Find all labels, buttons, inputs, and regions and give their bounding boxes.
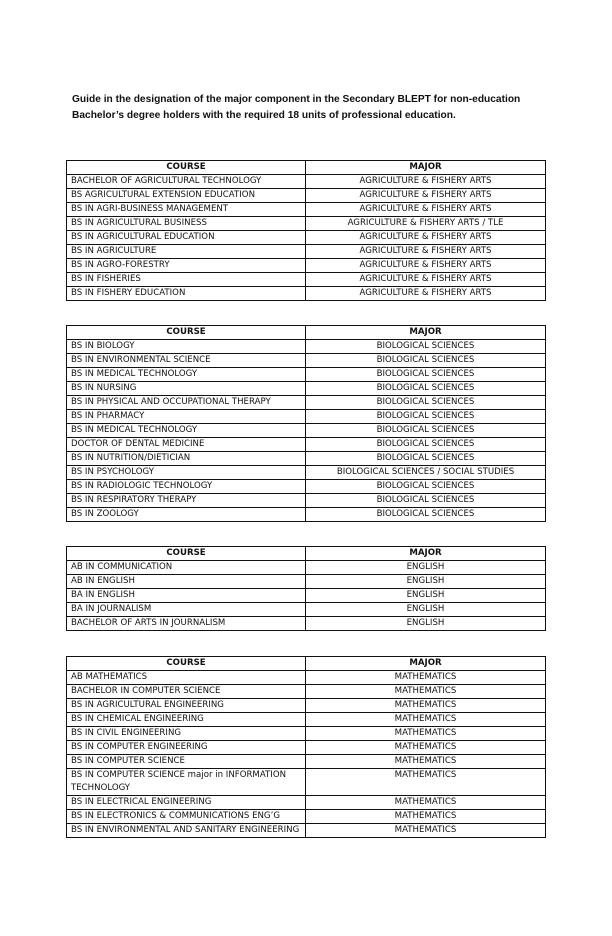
course-cell: DOCTOR OF DENTAL MEDICINE (67, 438, 306, 452)
course-cell: BS IN COMPUTER SCIENCE (67, 755, 306, 769)
table-row (67, 575, 546, 589)
course-cell: BS IN COMPUTER SCIENCE major in INFORMATION TECHNOLOGY (67, 769, 306, 796)
course-cell: BS IN BIOLOGY (67, 340, 306, 354)
table-row (67, 231, 546, 245)
table-row (67, 769, 546, 796)
course-cell: BS IN AGRICULTURE (67, 245, 306, 259)
major-cell: MATHEMATICS (306, 810, 546, 824)
course-cell: BS IN ELECTRICAL ENGINEERING (67, 796, 306, 810)
major-cell: BIOLOGICAL SCIENCES / SOCIAL STUDIES (306, 466, 546, 480)
table-row (67, 245, 546, 259)
major-cell: BIOLOGICAL SCIENCES (306, 382, 546, 396)
course-cell: BS IN CIVIL ENGINEERING (67, 727, 306, 741)
course-cell: BS IN AGRICULTURAL BUSINESS (67, 217, 306, 231)
table-row (67, 424, 546, 438)
table-row (67, 561, 546, 575)
course-cell: BS IN PHARMACY (67, 410, 306, 424)
course-header: COURSE (67, 547, 306, 561)
table-row (67, 494, 546, 508)
course-cell: AB IN ENGLISH (67, 575, 306, 589)
table-row (67, 273, 546, 287)
table-row (67, 466, 546, 480)
major-cell: BIOLOGICAL SCIENCES (306, 410, 546, 424)
table-row (67, 755, 546, 769)
major-header: MAJOR (306, 657, 546, 671)
major-cell: BIOLOGICAL SCIENCES (306, 438, 546, 452)
major-cell: BIOLOGICAL SCIENCES (306, 452, 546, 466)
course-cell: BS IN FISHERIES (67, 273, 306, 287)
course-cell: BACHELOR OF AGRICULTURAL TECHNOLOGY (67, 175, 306, 189)
major-cell: ENGLISH (306, 575, 546, 589)
table-agriculture (66, 160, 546, 301)
table-mathematics (66, 656, 546, 838)
table-row (67, 175, 546, 189)
course-cell: BS IN PSYCHOLOGY (67, 466, 306, 480)
major-cell: AGRICULTURE & FISHERY ARTS (306, 175, 546, 189)
course-cell: BS IN MEDICAL TECHNOLOGY (67, 368, 306, 382)
course-cell: BS IN AGRICULTURAL EDUCATION (67, 231, 306, 245)
major-cell: MATHEMATICS (306, 685, 546, 699)
major-cell: MATHEMATICS (306, 713, 546, 727)
course-cell: BACHELOR IN COMPUTER SCIENCE (67, 685, 306, 699)
course-cell: BS IN AGRICULTURAL ENGINEERING (67, 699, 306, 713)
major-cell: BIOLOGICAL SCIENCES (306, 494, 546, 508)
table-row (67, 699, 546, 713)
table-header-row (67, 547, 546, 561)
table-row (67, 452, 546, 466)
major-cell: AGRICULTURE & FISHERY ARTS (306, 259, 546, 273)
table-row (67, 354, 546, 368)
table-row (67, 340, 546, 354)
major-cell: BIOLOGICAL SCIENCES (306, 480, 546, 494)
table-row (67, 438, 546, 452)
title-line-2: Bachelor’s degree holders with the required 18 units of professional education. (72, 110, 456, 121)
table-row (67, 396, 546, 410)
table-biological-sciences (66, 325, 546, 522)
table-row (67, 589, 546, 603)
table-header-row (67, 326, 546, 340)
major-cell: ENGLISH (306, 561, 546, 575)
course-cell: BS IN ZOOLOGY (67, 508, 306, 522)
major-cell: MATHEMATICS (306, 671, 546, 685)
table-row (67, 480, 546, 494)
major-cell: AGRICULTURE & FISHERY ARTS (306, 273, 546, 287)
course-cell: BS IN MEDICAL TECHNOLOGY (67, 424, 306, 438)
course-cell: BS IN ELECTRONICS & COMMUNICATIONS ENG’G (67, 810, 306, 824)
table-row (67, 382, 546, 396)
course-header: COURSE (67, 657, 306, 671)
course-cell: BS IN NUTRITION/DIETICIAN (67, 452, 306, 466)
table-row (67, 741, 546, 755)
course-cell: AB MATHEMATICS (67, 671, 306, 685)
course-cell: BACHELOR OF ARTS IN JOURNALISM (67, 617, 306, 631)
course-cell: BS IN RADIOLOGIC TECHNOLOGY (67, 480, 306, 494)
table-row (67, 671, 546, 685)
table-row (67, 410, 546, 424)
course-cell: BS IN ENVIRONMENTAL SCIENCE (67, 354, 306, 368)
major-cell: MATHEMATICS (306, 699, 546, 713)
table-row (67, 287, 546, 301)
table-row (67, 713, 546, 727)
course-cell: BS IN CHEMICAL ENGINEERING (67, 713, 306, 727)
major-cell: ENGLISH (306, 603, 546, 617)
course-cell: BS IN AGRO-FORESTRY (67, 259, 306, 273)
major-cell: BIOLOGICAL SCIENCES (306, 340, 546, 354)
major-cell: BIOLOGICAL SCIENCES (306, 368, 546, 382)
table-row (67, 810, 546, 824)
document-title (72, 92, 542, 124)
table-row (67, 217, 546, 231)
course-header: COURSE (67, 326, 306, 340)
table-row (67, 368, 546, 382)
course-cell: BS IN AGRI-BUSINESS MANAGEMENT (67, 203, 306, 217)
course-cell: BS IN PHYSICAL AND OCCUPATIONAL THERAPY (67, 396, 306, 410)
course-cell: BS IN COMPUTER ENGINEERING (67, 741, 306, 755)
major-cell: MATHEMATICS (306, 796, 546, 810)
major-cell: MATHEMATICS (306, 727, 546, 741)
major-cell: ENGLISH (306, 589, 546, 603)
table-english (66, 546, 546, 631)
major-header: MAJOR (306, 161, 546, 175)
major-cell: BIOLOGICAL SCIENCES (306, 508, 546, 522)
table-row (67, 189, 546, 203)
course-cell: BS IN FISHERY EDUCATION (67, 287, 306, 301)
table-row (67, 259, 546, 273)
course-cell: BS IN RESPIRATORY THERAPY (67, 494, 306, 508)
major-cell: AGRICULTURE & FISHERY ARTS / TLE (306, 217, 546, 231)
table-row (67, 203, 546, 217)
major-cell: BIOLOGICAL SCIENCES (306, 424, 546, 438)
course-cell: BA IN ENGLISH (67, 589, 306, 603)
table-row (67, 824, 546, 838)
course-cell: BA IN JOURNALISM (67, 603, 306, 617)
table-row (67, 796, 546, 810)
course-cell: AB IN COMMUNICATION (67, 561, 306, 575)
major-cell: MATHEMATICS (306, 741, 546, 755)
major-cell: BIOLOGICAL SCIENCES (306, 354, 546, 368)
major-cell: MATHEMATICS (306, 769, 546, 796)
course-cell: BS IN ENVIRONMENTAL AND SANITARY ENGINEERING (67, 824, 306, 838)
major-cell: AGRICULTURE & FISHERY ARTS (306, 287, 546, 301)
major-cell: AGRICULTURE & FISHERY ARTS (306, 245, 546, 259)
major-cell: MATHEMATICS (306, 824, 546, 838)
table-row (67, 617, 546, 631)
major-cell: AGRICULTURE & FISHERY ARTS (306, 231, 546, 245)
table-row (67, 685, 546, 699)
course-cell: BS IN NURSING (67, 382, 306, 396)
table-row (67, 603, 546, 617)
table-row (67, 727, 546, 741)
major-header: MAJOR (306, 547, 546, 561)
major-cell: AGRICULTURE & FISHERY ARTS (306, 203, 546, 217)
major-cell: BIOLOGICAL SCIENCES (306, 396, 546, 410)
course-cell: BS AGRICULTURAL EXTENSION EDUCATION (67, 189, 306, 203)
major-cell: AGRICULTURE & FISHERY ARTS (306, 189, 546, 203)
title-line-1: Guide in the designation of the major component in the Secondary BLEPT for non-education (72, 94, 521, 105)
table-header-row (67, 161, 546, 175)
major-header: MAJOR (306, 326, 546, 340)
course-header: COURSE (67, 161, 306, 175)
table-header-row (67, 657, 546, 671)
major-cell: ENGLISH (306, 617, 546, 631)
table-row (67, 508, 546, 522)
major-cell: MATHEMATICS (306, 755, 546, 769)
